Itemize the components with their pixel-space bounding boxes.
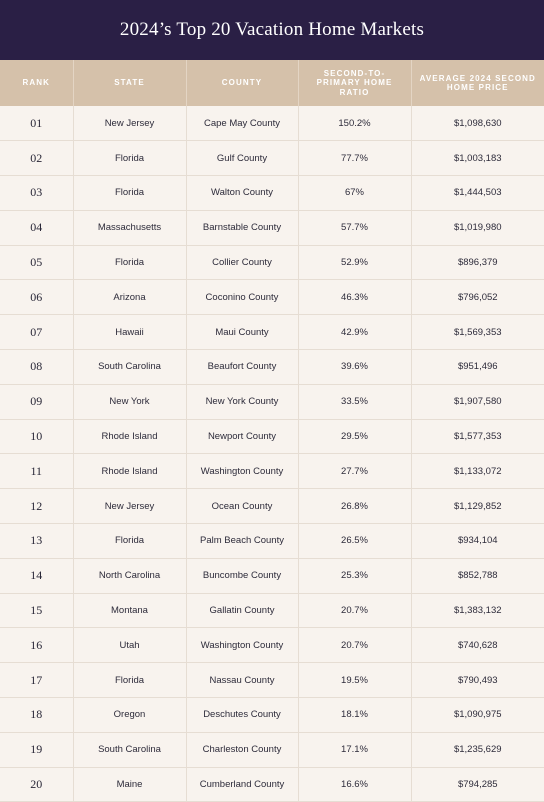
ratio-cell: 33.5%: [298, 384, 411, 419]
table-row: [0, 384, 544, 419]
ratio-cell: 20.7%: [298, 593, 411, 628]
ratio-cell: 77.7%: [298, 141, 411, 176]
ratio-cell: 17.1%: [298, 732, 411, 767]
price-cell: $896,379: [411, 245, 544, 280]
page-title: 2024’s Top 20 Vacation Home Markets: [119, 19, 425, 40]
table-header: [0, 60, 544, 106]
rank-cell: 06: [0, 280, 73, 315]
table-row: [0, 176, 544, 211]
table-row: [0, 454, 544, 489]
price-cell: $1,577,353: [411, 419, 544, 454]
table-row: [0, 663, 544, 698]
table-row: [0, 732, 544, 767]
price-cell: $1,133,072: [411, 454, 544, 489]
rank-cell: 05: [0, 245, 73, 280]
table-row: [0, 106, 544, 141]
rank-cell: 17: [0, 663, 73, 698]
county-cell: Washington County: [186, 628, 298, 663]
price-cell: $740,628: [411, 628, 544, 663]
state-cell: Florida: [73, 176, 186, 211]
markets-table: [0, 60, 544, 802]
state-cell: Florida: [73, 245, 186, 280]
price-cell: $1,003,183: [411, 141, 544, 176]
rank-cell: 03: [0, 176, 73, 211]
column-header-county: COUNTY: [186, 60, 298, 106]
rank-cell: 07: [0, 315, 73, 350]
state-cell: Utah: [73, 628, 186, 663]
county-cell: Barnstable County: [186, 210, 298, 245]
ratio-cell: 27.7%: [298, 454, 411, 489]
rank-cell: 18: [0, 698, 73, 733]
county-cell: New York County: [186, 384, 298, 419]
state-cell: Maine: [73, 767, 186, 802]
state-cell: Florida: [73, 524, 186, 559]
table-row: [0, 315, 544, 350]
table-row: [0, 350, 544, 385]
county-cell: Palm Beach County: [186, 524, 298, 559]
ratio-cell: 20.7%: [298, 628, 411, 663]
table-row: [0, 245, 544, 280]
ratio-cell: 46.3%: [298, 280, 411, 315]
rank-cell: 11: [0, 454, 73, 489]
rank-cell: 19: [0, 732, 73, 767]
county-cell: Buncombe County: [186, 558, 298, 593]
county-cell: Washington County: [186, 454, 298, 489]
table-row: [0, 767, 544, 802]
state-cell: New York: [73, 384, 186, 419]
table-row: [0, 419, 544, 454]
county-cell: Ocean County: [186, 489, 298, 524]
price-cell: $1,129,852: [411, 489, 544, 524]
table-row: [0, 280, 544, 315]
ratio-cell: 19.5%: [298, 663, 411, 698]
state-cell: Florida: [73, 663, 186, 698]
price-cell: $796,052: [411, 280, 544, 315]
rank-cell: 09: [0, 384, 73, 419]
ratio-cell: 29.5%: [298, 419, 411, 454]
table-row: [0, 628, 544, 663]
county-cell: Newport County: [186, 419, 298, 454]
column-header-rank: RANK: [0, 60, 73, 106]
rank-cell: 16: [0, 628, 73, 663]
ratio-cell: 16.6%: [298, 767, 411, 802]
county-cell: Charleston County: [186, 732, 298, 767]
column-header-state: STATE: [73, 60, 186, 106]
rank-cell: 01: [0, 106, 73, 141]
county-cell: Beaufort County: [186, 350, 298, 385]
rank-cell: 10: [0, 419, 73, 454]
ratio-cell: 57.7%: [298, 210, 411, 245]
county-cell: Cumberland County: [186, 767, 298, 802]
table-row: [0, 489, 544, 524]
state-cell: Florida: [73, 141, 186, 176]
county-cell: Walton County: [186, 176, 298, 211]
price-cell: $1,098,630: [411, 106, 544, 141]
ratio-cell: 39.6%: [298, 350, 411, 385]
price-cell: $1,569,353: [411, 315, 544, 350]
ratio-cell: 26.8%: [298, 489, 411, 524]
ratio-cell: 25.3%: [298, 558, 411, 593]
ratio-cell: 67%: [298, 176, 411, 211]
state-cell: New Jersey: [73, 106, 186, 141]
state-cell: South Carolina: [73, 732, 186, 767]
county-cell: Cape May County: [186, 106, 298, 141]
price-cell: $1,907,580: [411, 384, 544, 419]
county-cell: Coconino County: [186, 280, 298, 315]
table-row: [0, 524, 544, 559]
state-cell: Rhode Island: [73, 454, 186, 489]
county-cell: Collier County: [186, 245, 298, 280]
rank-cell: 02: [0, 141, 73, 176]
table-row: [0, 141, 544, 176]
table-body: [0, 106, 544, 802]
ratio-cell: 18.1%: [298, 698, 411, 733]
county-cell: Gallatin County: [186, 593, 298, 628]
price-cell: $1,444,503: [411, 176, 544, 211]
rank-cell: 13: [0, 524, 73, 559]
table-row: [0, 698, 544, 733]
rank-cell: 20: [0, 767, 73, 802]
price-cell: $794,285: [411, 767, 544, 802]
county-cell: Nassau County: [186, 663, 298, 698]
ratio-cell: 42.9%: [298, 315, 411, 350]
price-cell: $951,496: [411, 350, 544, 385]
state-cell: North Carolina: [73, 558, 186, 593]
column-header-price: AVERAGE 2024 SECOND HOME PRICE: [419, 73, 536, 92]
state-cell: Arizona: [73, 280, 186, 315]
title-bar: [0, 0, 544, 60]
county-cell: Deschutes County: [186, 698, 298, 733]
price-cell: $934,104: [411, 524, 544, 559]
county-cell: Maui County: [186, 315, 298, 350]
header-row: [0, 60, 544, 106]
state-cell: South Carolina: [73, 350, 186, 385]
rank-cell: 08: [0, 350, 73, 385]
ratio-cell: 26.5%: [298, 524, 411, 559]
state-cell: Massachusetts: [73, 210, 186, 245]
table-row: [0, 210, 544, 245]
price-cell: $790,493: [411, 663, 544, 698]
rank-cell: 15: [0, 593, 73, 628]
column-header-ratio: SECOND-TO-PRIMARY HOME RATIO: [298, 60, 411, 106]
rank-cell: 04: [0, 210, 73, 245]
county-cell: Gulf County: [186, 141, 298, 176]
table-row: [0, 593, 544, 628]
state-cell: Montana: [73, 593, 186, 628]
price-cell: $1,235,629: [411, 732, 544, 767]
state-cell: Rhode Island: [73, 419, 186, 454]
rank-cell: 14: [0, 558, 73, 593]
ratio-cell: 150.2%: [298, 106, 411, 141]
price-cell: $1,090,975: [411, 698, 544, 733]
state-cell: New Jersey: [73, 489, 186, 524]
state-cell: Oregon: [73, 698, 186, 733]
ratio-cell: 52.9%: [298, 245, 411, 280]
price-cell: $1,383,132: [411, 593, 544, 628]
price-cell: $852,788: [411, 558, 544, 593]
price-cell: $1,019,980: [411, 210, 544, 245]
rank-cell: 12: [0, 489, 73, 524]
table-row: [0, 558, 544, 593]
state-cell: Hawaii: [73, 315, 186, 350]
